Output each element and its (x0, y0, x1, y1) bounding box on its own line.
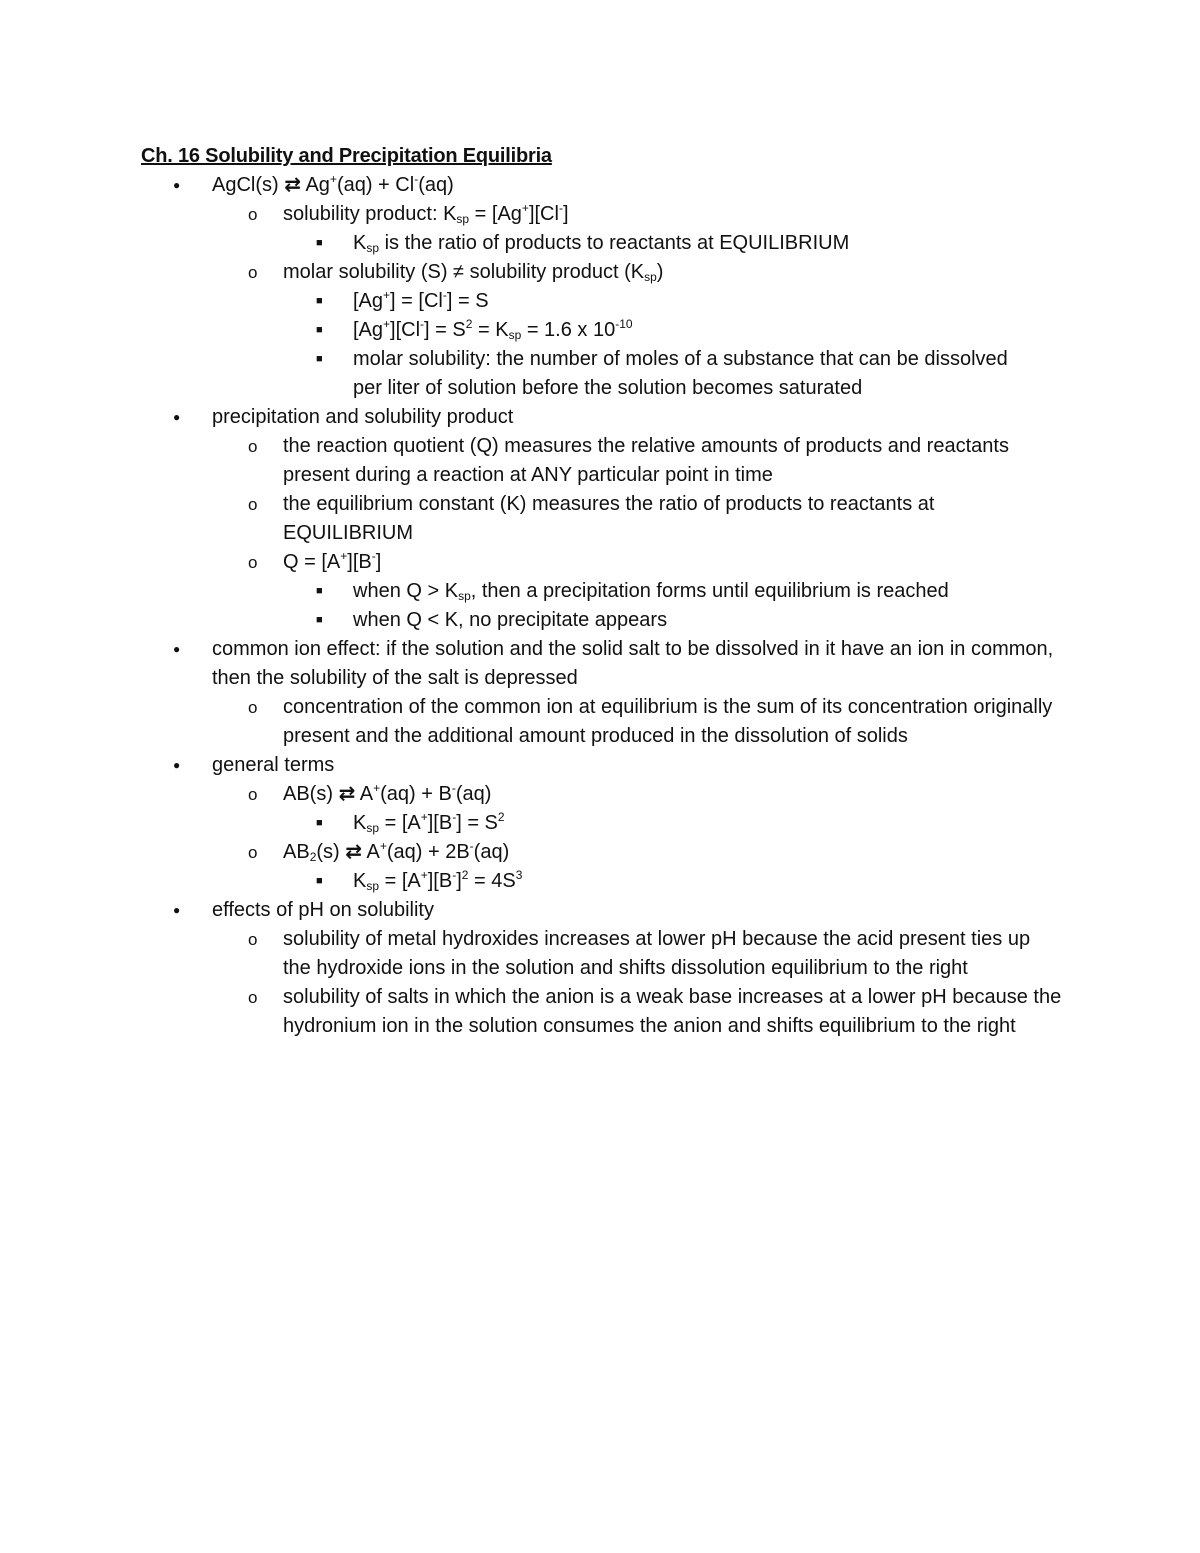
q-less-note: when Q < K, no precipitate appears (353, 609, 668, 631)
common-ion-concentration: concentration of the common ion at equilibrium is the sum of its concentration originally present and the additional amount produced in the dissolution of solids (283, 696, 1053, 747)
ksp-value: $[Ag^+][Cl^-] = S^2 = K_{sp} = 1.6$ x $10^{-10}$ (353, 317, 633, 342)
bullet-square-icon: ■ (316, 353, 323, 365)
list-item (0, 780, 1063, 809)
list-item (0, 200, 1063, 229)
list-item (0, 548, 1063, 577)
bullet-square-icon: ■ (316, 295, 323, 307)
ab2-equation: $AB_2(s)$ ⇄ A+(aq) + 2B-(aq) (283, 839, 510, 864)
list-item (0, 345, 1023, 403)
molar-vs-ksp: molar solubility (S) ≠ solubility product $(K_{sp})$ (283, 261, 664, 284)
equilibrium-constant-definition: the equilibrium constant (K) measures the ratio of products to reactants at EQUILIBRIUM (283, 493, 935, 544)
metal-hydroxides-note: solubility of metal hydroxides increases at lower pH because the acid present ties up the hydroxide ions in the solution and shifts dissolution equilibrium to the right (283, 928, 1031, 979)
list-item (0, 809, 1023, 838)
equilibrium-arrow-icon: ⇄ (338, 783, 356, 805)
bullet-circle-icon: o (248, 205, 258, 224)
q-greater-note: when $Q > K_{sp}$, then a precipitation forms until equilibrium is reached (353, 580, 949, 603)
bullet-circle-icon: o (248, 553, 258, 572)
notes-outline (0, 171, 1200, 1041)
list-item (0, 635, 1062, 693)
bullet-square-icon: ■ (316, 324, 323, 336)
bullet-circle-icon: o (248, 437, 258, 456)
page-title: Ch. 16 Solubility and Precipitation Equilibria (141, 145, 552, 167)
bullet-square-icon: ■ (316, 817, 323, 829)
bullet-square-icon: ■ (316, 237, 323, 249)
precipitation-heading: precipitation and solubility product (212, 406, 514, 428)
bullet-circle-icon: o (248, 988, 258, 1007)
list-item (0, 983, 1063, 1041)
ksp-ratio-note: $K_{sp}$ is the ratio of products to reactants at EQUILIBRIUM (353, 232, 850, 255)
agcl-equation: AgCl(s) ⇄ Ag+(aq) + Cl-(aq) (212, 172, 454, 196)
list-item (0, 316, 1023, 345)
list-item (0, 896, 1062, 925)
q-expression: Q = [A+][B-] (283, 549, 382, 573)
list-item (0, 258, 1063, 287)
list-item (0, 838, 1063, 867)
weak-base-salts-note: solubility of salts in which the anion is a weak base increases at a lower pH because the hydronium ion in the solution consumes the anion and shifts equilibrium to the right (283, 986, 1062, 1037)
reaction-quotient-definition: the reaction quotient (Q) measures the relative amounts of products and reactants present during a reaction at ANY particular point in time (283, 435, 1009, 486)
list-item (0, 606, 1023, 635)
bullet-dot-icon: ● (173, 178, 181, 192)
list-item (0, 490, 1063, 548)
ab-equation: AB(s) ⇄ A+(aq) + B-(aq) (283, 781, 492, 805)
ab2-ksp: $K_{sp} = [A^+][B^-]^2 = 4S^3$ (353, 868, 523, 893)
bullet-circle-icon: o (248, 785, 258, 804)
list-item (0, 403, 1062, 432)
list-item (0, 287, 1023, 316)
bullet-dot-icon: ● (173, 903, 181, 917)
list-item (0, 171, 1062, 200)
bullet-circle-icon: o (248, 930, 258, 949)
ksp-definition: solubility product: $K_{sp} = [Ag^+][Cl^-]$ (283, 201, 569, 226)
list-item (0, 751, 1062, 780)
bullet-circle-icon: o (248, 495, 258, 514)
ph-effects-heading: effects of pH on solubility (212, 899, 434, 921)
ab-ksp: $K_{sp} = [A^+][B^-] = S^2$ (353, 810, 505, 835)
list-item (0, 925, 1063, 983)
bullet-circle-icon: o (248, 263, 258, 282)
list-item (0, 867, 1023, 896)
equilibrium-arrow-icon: ⇄ (345, 841, 363, 863)
list-item (0, 432, 1063, 490)
list-item (0, 577, 1023, 606)
bullet-dot-icon: ● (173, 758, 181, 772)
common-ion-effect: common ion effect: if the solution and the solid salt to be dissolved in it have an ion in common, then the solubility of the salt is depressed (212, 638, 1054, 689)
general-terms-heading: general terms (212, 754, 335, 776)
bullet-square-icon: ■ (316, 875, 323, 887)
equilibrium-arrow-icon: ⇄ (284, 174, 301, 196)
list-item (0, 229, 1023, 258)
list-item (0, 693, 1063, 751)
bullet-circle-icon: o (248, 698, 258, 717)
bullet-dot-icon: ● (173, 642, 181, 656)
bullet-dot-icon: ● (173, 410, 181, 424)
ion-concentration-equality: [Ag+] = [Cl-] = S (353, 288, 489, 312)
bullet-square-icon: ■ (316, 585, 323, 597)
bullet-square-icon: ■ (316, 614, 323, 626)
bullet-circle-icon: o (248, 843, 258, 862)
molar-solubility-definition: molar solubility: the number of moles of a substance that can be dissolved per liter of solution before the solution becomes saturated (353, 348, 1008, 399)
